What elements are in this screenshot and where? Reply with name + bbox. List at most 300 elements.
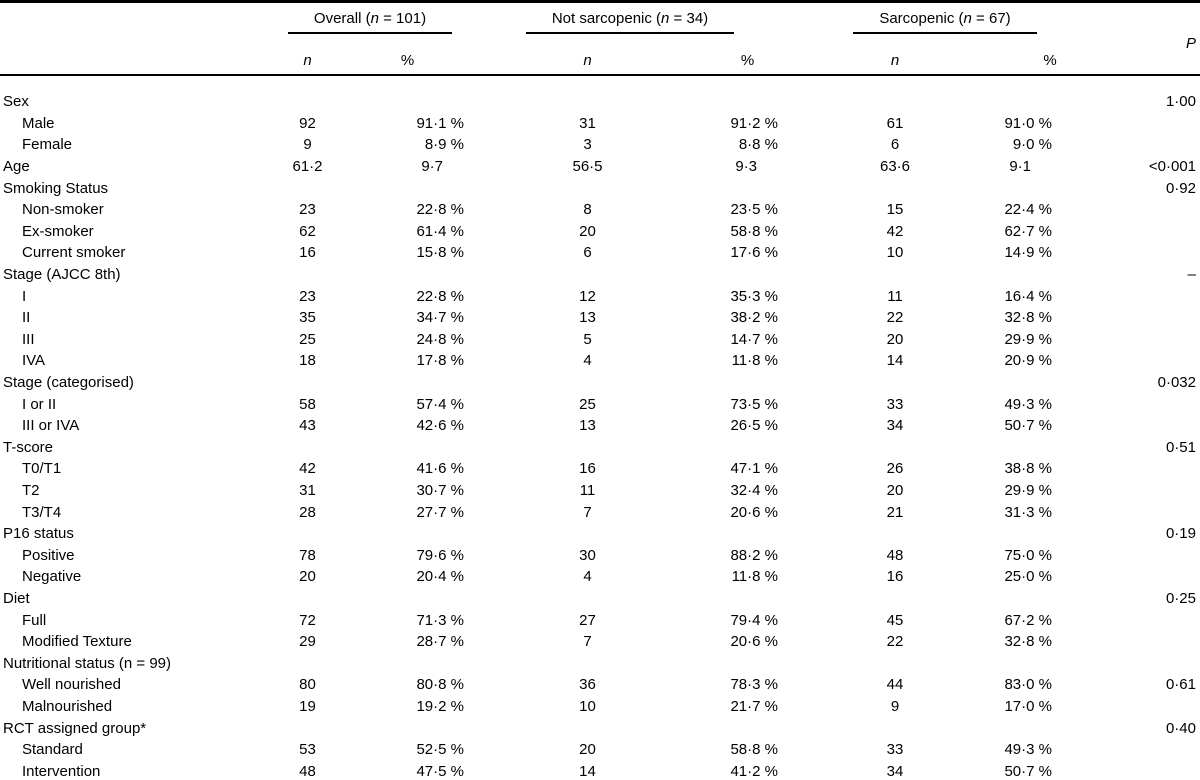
n-value: 23: [299, 287, 316, 305]
n-value: [470, 523, 705, 545]
pct-value: [1000, 588, 1100, 610]
table-row: [0, 177, 1200, 199]
table-row: [0, 372, 1200, 394]
pct-value: 32·8 %: [1004, 309, 1052, 327]
p-value: 0·032: [1157, 374, 1196, 392]
n-value: 63·6: [879, 158, 911, 176]
p-value: [1100, 609, 1200, 631]
pct-value: 24·8 %: [416, 330, 464, 348]
n-value: [470, 372, 705, 394]
n-value: [790, 652, 1000, 674]
pct-value: [705, 372, 790, 394]
n-value: 36: [579, 676, 596, 694]
n-value: 4: [583, 352, 592, 370]
p-value: [1100, 760, 1200, 780]
pct-value: 9·3: [735, 158, 757, 176]
n-value: [790, 177, 1000, 199]
n-value: 80: [299, 676, 316, 694]
pct-value: [705, 717, 790, 739]
pct-value: [345, 264, 470, 286]
group-label-count: = 34): [669, 10, 709, 27]
table-row: [0, 739, 1200, 761]
pct-value: 61·4 %: [416, 222, 464, 240]
n-value: 33: [886, 395, 904, 413]
n-value: 3: [583, 136, 592, 154]
n-value: [470, 75, 705, 113]
pct-value: 9·0 %: [1012, 136, 1052, 154]
group-label-count: = 67): [971, 10, 1011, 27]
p-value: [1100, 696, 1200, 718]
n-value: 14: [579, 762, 596, 780]
n-value: 20: [299, 568, 316, 586]
n-value: 45: [886, 611, 904, 629]
n-value: [790, 264, 1000, 286]
row-label: Male: [22, 114, 55, 132]
row-label: Stage (AJCC 8th): [3, 266, 121, 284]
p-value: [1100, 415, 1200, 437]
table-row: [0, 415, 1200, 437]
p-value: [1100, 221, 1200, 243]
n-value: 14: [886, 352, 904, 370]
table-header: [0, 2, 1200, 76]
n-value: 27: [579, 611, 596, 629]
n-value: 31: [579, 114, 596, 132]
pct-value: [1000, 264, 1100, 286]
table-body: [0, 75, 1200, 780]
p-value: 0·51: [1165, 438, 1196, 456]
row-label: T2: [22, 481, 40, 499]
pct-value: 34·7 %: [416, 309, 464, 327]
pct-value: 16·4 %: [1004, 287, 1052, 305]
pct-value: 91·2 %: [730, 114, 778, 132]
n-value: 12: [579, 287, 596, 305]
pct-value: 20·6 %: [730, 633, 778, 651]
p-value: [1100, 652, 1200, 674]
n-value: 10: [579, 697, 596, 715]
n-value: 9: [303, 136, 312, 154]
n-value: [790, 372, 1000, 394]
table-row: [0, 696, 1200, 718]
table-row: [0, 631, 1200, 653]
pct-value: 9·1: [1009, 158, 1031, 176]
pct-value: 73·5 %: [730, 395, 778, 413]
n-value: 31: [299, 481, 316, 499]
pct-value: 20·9 %: [1004, 352, 1052, 370]
group-header-not-sarcopenic: [470, 2, 790, 42]
pct-value: [1000, 437, 1100, 459]
pct-value: 17·6 %: [730, 244, 778, 262]
row-label: Modified Texture: [22, 633, 132, 651]
n-value: 20: [886, 330, 904, 348]
pct-value: 22·4 %: [1004, 201, 1052, 219]
pct-value: [345, 372, 470, 394]
n-value: 26: [886, 460, 904, 478]
p-value: [1100, 393, 1200, 415]
pct-value: 21·7 %: [730, 697, 778, 715]
pct-value: 8·8 %: [738, 136, 778, 154]
row-label: Sex: [3, 93, 29, 111]
n-value: 48: [299, 762, 316, 780]
row-label: Non-smoker: [22, 201, 104, 219]
pct-value: 31·3 %: [1004, 503, 1052, 521]
pct-value: 9·7: [421, 158, 443, 176]
pct-value: 49·3 %: [1004, 741, 1052, 759]
row-label: Well nourished: [22, 676, 121, 694]
n-value: 16: [299, 244, 316, 262]
row-label: III or IVA: [22, 417, 80, 435]
pct-value: 23·5 %: [730, 201, 778, 219]
n-value: [470, 177, 705, 199]
table-row: [0, 264, 1200, 286]
n-value: 20: [579, 222, 596, 240]
row-label: Diet: [3, 589, 30, 607]
pct-value: 15·8 %: [416, 244, 464, 262]
pct-value: 83·0 %: [1004, 676, 1052, 694]
table-row: [0, 242, 1200, 264]
pct-value: 41·2 %: [730, 762, 778, 780]
p-value: 0·25: [1165, 589, 1196, 607]
p-value: [1100, 199, 1200, 221]
row-label: Positive: [22, 546, 75, 564]
p-value: 1·00: [1165, 93, 1196, 111]
table-row: [0, 652, 1200, 674]
n-subheader: n: [790, 41, 1000, 75]
p-value: 0·19: [1165, 525, 1196, 543]
pct-value: 14·7 %: [730, 330, 778, 348]
n-value: 4: [583, 568, 592, 586]
n-value: 6: [890, 136, 900, 154]
n-value: 13: [579, 417, 596, 435]
table-row: [0, 393, 1200, 415]
row-label: Female: [22, 136, 73, 154]
p-value: [1100, 285, 1200, 307]
n-value: [790, 523, 1000, 545]
n-value: [470, 588, 705, 610]
n-value: [270, 177, 345, 199]
pct-value: [1000, 523, 1100, 545]
row-label: T-score: [3, 438, 54, 456]
row-label: Negative: [22, 568, 82, 586]
p-value: [1100, 350, 1200, 372]
n-value: [270, 523, 345, 545]
pct-value: [1000, 652, 1100, 674]
pct-value: 91·0 %: [1004, 114, 1052, 132]
n-value: 30: [579, 546, 596, 564]
n-value: 61: [886, 114, 904, 132]
n-value: 8: [583, 201, 592, 219]
table-row: [0, 717, 1200, 739]
pct-value: 29·9 %: [1004, 481, 1052, 499]
p-value: [1100, 544, 1200, 566]
n-value: [470, 652, 705, 674]
pct-value: [345, 75, 470, 113]
group-header-sarcopenic: [790, 2, 1100, 42]
group-label: Overall (: [313, 10, 371, 27]
n-value: 20: [579, 741, 596, 759]
p-value: [1100, 113, 1200, 135]
n-value: 10: [886, 244, 904, 262]
pct-value: 47·1 %: [730, 460, 778, 478]
n-value: 53: [299, 741, 316, 759]
n-value: [270, 372, 345, 394]
n-value: 5: [583, 330, 592, 348]
pct-value: [705, 523, 790, 545]
n-value: [470, 264, 705, 286]
pct-value: [705, 264, 790, 286]
n-value: 15: [886, 201, 904, 219]
pct-value: 32·8 %: [1004, 633, 1052, 651]
n-value: 44: [886, 676, 904, 694]
p-value: [1100, 631, 1200, 653]
table-row: [0, 329, 1200, 351]
row-label: IVA: [22, 352, 46, 370]
pct-subheader: %: [705, 41, 790, 75]
pct-value: 75·0 %: [1004, 546, 1052, 564]
n-value: [270, 652, 345, 674]
pct-value: [1000, 717, 1100, 739]
pct-value: 62·7 %: [1004, 222, 1052, 240]
p-value: 0·61: [1165, 676, 1196, 694]
pct-value: [1000, 75, 1100, 113]
table-row: [0, 523, 1200, 545]
p-value: <0·001: [1148, 158, 1196, 176]
n-value: 20: [886, 481, 904, 499]
pct-value: 8·9 %: [424, 136, 464, 154]
pct-value: [705, 75, 790, 113]
pct-value: 79·4 %: [730, 611, 778, 629]
pct-value: 38·8 %: [1004, 460, 1052, 478]
pct-value: 49·3 %: [1004, 395, 1052, 413]
n-value: 43: [299, 417, 316, 435]
pct-value: 14·9 %: [1004, 244, 1052, 262]
n-value: 28: [299, 503, 316, 521]
n-value: 78: [299, 546, 316, 564]
n-value: 29: [299, 633, 316, 651]
row-label: T3/T4: [22, 503, 62, 521]
n-value: 62: [299, 222, 316, 240]
group-label-count: = 101): [378, 10, 427, 27]
n-subheader: n: [470, 41, 705, 75]
row-label: RCT assigned group*: [3, 719, 147, 737]
n-value: [790, 717, 1000, 739]
pct-value: [345, 717, 470, 739]
p-value: [1100, 566, 1200, 588]
n-value: [270, 264, 345, 286]
n-value: 6: [583, 244, 592, 262]
n-value: 18: [299, 352, 316, 370]
table-row: [0, 156, 1200, 178]
pct-value: 17·0 %: [1004, 697, 1052, 715]
pct-value: [705, 652, 790, 674]
p-value: [1100, 329, 1200, 351]
pct-value: 28·7 %: [416, 633, 464, 651]
row-label: Age: [3, 158, 30, 176]
row-label: Nutritional status (n = 99): [3, 654, 171, 672]
p-value: [1100, 501, 1200, 523]
table-row: [0, 544, 1200, 566]
n-value: 42: [299, 460, 316, 478]
p-value: –: [1187, 266, 1196, 284]
n-symbol: n: [370, 10, 379, 27]
pct-value: 29·9 %: [1004, 330, 1052, 348]
pct-value: 42·6 %: [416, 417, 464, 435]
pct-value: 27·7 %: [416, 503, 464, 521]
table-row: [0, 480, 1200, 502]
row-label: P16 status: [3, 525, 74, 543]
n-value: 16: [886, 568, 904, 586]
pct-value: 50·7 %: [1004, 417, 1052, 435]
pct-value: 58·8 %: [730, 222, 778, 240]
group-header-row: [0, 2, 1200, 42]
group-label: Sarcopenic (: [879, 10, 964, 27]
table-row: [0, 221, 1200, 243]
pct-value: 22·8 %: [416, 287, 464, 305]
pct-value: [705, 588, 790, 610]
pct-value: [345, 523, 470, 545]
n-value: [470, 717, 705, 739]
pct-value: 32·4 %: [730, 481, 778, 499]
n-value: [790, 437, 1000, 459]
pct-subheader: %: [1000, 41, 1100, 75]
row-label: Stage (categorised): [3, 374, 134, 392]
n-value: 72: [299, 611, 316, 629]
table-row: [0, 285, 1200, 307]
table-row: [0, 458, 1200, 480]
row-label: T0/T1: [22, 460, 62, 478]
n-value: [470, 437, 705, 459]
n-value: 23: [299, 201, 316, 219]
table-row: [0, 307, 1200, 329]
n-value: 22: [886, 309, 904, 327]
pct-value: [345, 652, 470, 674]
pct-value: [345, 437, 470, 459]
n-value: 56·5: [572, 158, 603, 176]
pct-value: 20·4 %: [416, 568, 464, 586]
table-row: [0, 350, 1200, 372]
row-label: Intervention: [22, 762, 101, 780]
n-symbol: n: [661, 10, 670, 27]
pct-value: [1000, 372, 1100, 394]
row-label: Malnourished: [22, 697, 113, 715]
pct-value: 11·8 %: [731, 568, 778, 586]
pct-value: 57·4 %: [416, 395, 464, 413]
group-header-overall: [270, 2, 470, 42]
pct-value: 71·3 %: [416, 611, 464, 629]
n-value: 61·2: [292, 158, 323, 176]
p-value: [1100, 458, 1200, 480]
p-value: [1100, 480, 1200, 502]
n-value: 11: [579, 481, 596, 499]
pct-value: 67·2 %: [1004, 611, 1052, 629]
pct-value: 25·0 %: [1004, 568, 1052, 586]
n-value: 48: [886, 546, 904, 564]
n-value: 25: [299, 330, 316, 348]
n-value: 33: [886, 741, 904, 759]
table-row: [0, 674, 1200, 696]
n-value: 25: [579, 395, 596, 413]
p-value: [1100, 307, 1200, 329]
n-symbol: n: [963, 10, 972, 27]
row-label: Standard: [22, 741, 83, 759]
n-value: 16: [579, 460, 596, 478]
pct-value: 30·7 %: [416, 481, 464, 499]
pct-value: 79·6 %: [416, 546, 464, 564]
p-value-header: P: [1100, 2, 1200, 76]
n-value: 7: [583, 503, 592, 521]
corner-cell: [0, 2, 270, 76]
pct-value: [705, 177, 790, 199]
table-row: [0, 134, 1200, 156]
pct-value: 35·3 %: [730, 287, 778, 305]
n-value: [270, 717, 345, 739]
n-value: 35: [299, 309, 316, 327]
pct-value: 17·8 %: [416, 352, 464, 370]
n-value: 13: [579, 309, 596, 327]
table-row: [0, 437, 1200, 459]
pct-value: 41·6 %: [416, 460, 464, 478]
p-value: 0·40: [1165, 719, 1196, 737]
n-value: 22: [886, 633, 904, 651]
pct-value: 22·8 %: [416, 201, 464, 219]
pct-value: 78·3 %: [730, 676, 778, 694]
pct-value: 47·5 %: [416, 762, 464, 780]
row-label: Ex-smoker: [22, 222, 94, 240]
row-label: Smoking Status: [3, 179, 109, 197]
table-row: [0, 501, 1200, 523]
n-value: [790, 588, 1000, 610]
n-value: 92: [299, 114, 316, 132]
pct-value: 20·6 %: [730, 503, 778, 521]
n-value: 34: [886, 417, 904, 435]
table-row: [0, 566, 1200, 588]
pct-value: 19·2 %: [416, 697, 464, 715]
n-value: [790, 75, 1000, 113]
row-label: III: [22, 330, 35, 348]
p-value: 0·92: [1165, 179, 1196, 197]
n-value: 19: [299, 697, 316, 715]
table-row: [0, 760, 1200, 780]
pct-value: [1000, 177, 1100, 199]
n-value: 11: [887, 287, 903, 305]
table-row: [0, 609, 1200, 631]
pct-value: [345, 177, 470, 199]
n-value: [270, 437, 345, 459]
pct-value: 52·5 %: [416, 741, 464, 759]
n-value: 34: [886, 762, 904, 780]
pct-value: [345, 588, 470, 610]
pct-subheader: %: [345, 41, 470, 75]
pct-value: 26·5 %: [730, 417, 778, 435]
p-value: [1100, 134, 1200, 156]
n-value: 9: [890, 697, 900, 715]
row-label: I: [22, 287, 27, 305]
table-row: [0, 199, 1200, 221]
p-value: [1100, 739, 1200, 761]
pct-value: 88·2 %: [730, 546, 778, 564]
row-label: II: [22, 309, 31, 327]
n-subheader: n: [270, 41, 345, 75]
pct-value: 50·7 %: [1004, 762, 1052, 780]
pct-value: 91·1 %: [416, 114, 464, 132]
row-label: Current smoker: [22, 244, 126, 262]
pct-value: [705, 437, 790, 459]
n-value: 58: [299, 395, 316, 413]
n-value: [270, 75, 345, 113]
table-row: [0, 113, 1200, 135]
n-value: 7: [583, 633, 592, 651]
pct-value: 80·8 %: [416, 676, 464, 694]
row-label: I or II: [22, 395, 57, 413]
